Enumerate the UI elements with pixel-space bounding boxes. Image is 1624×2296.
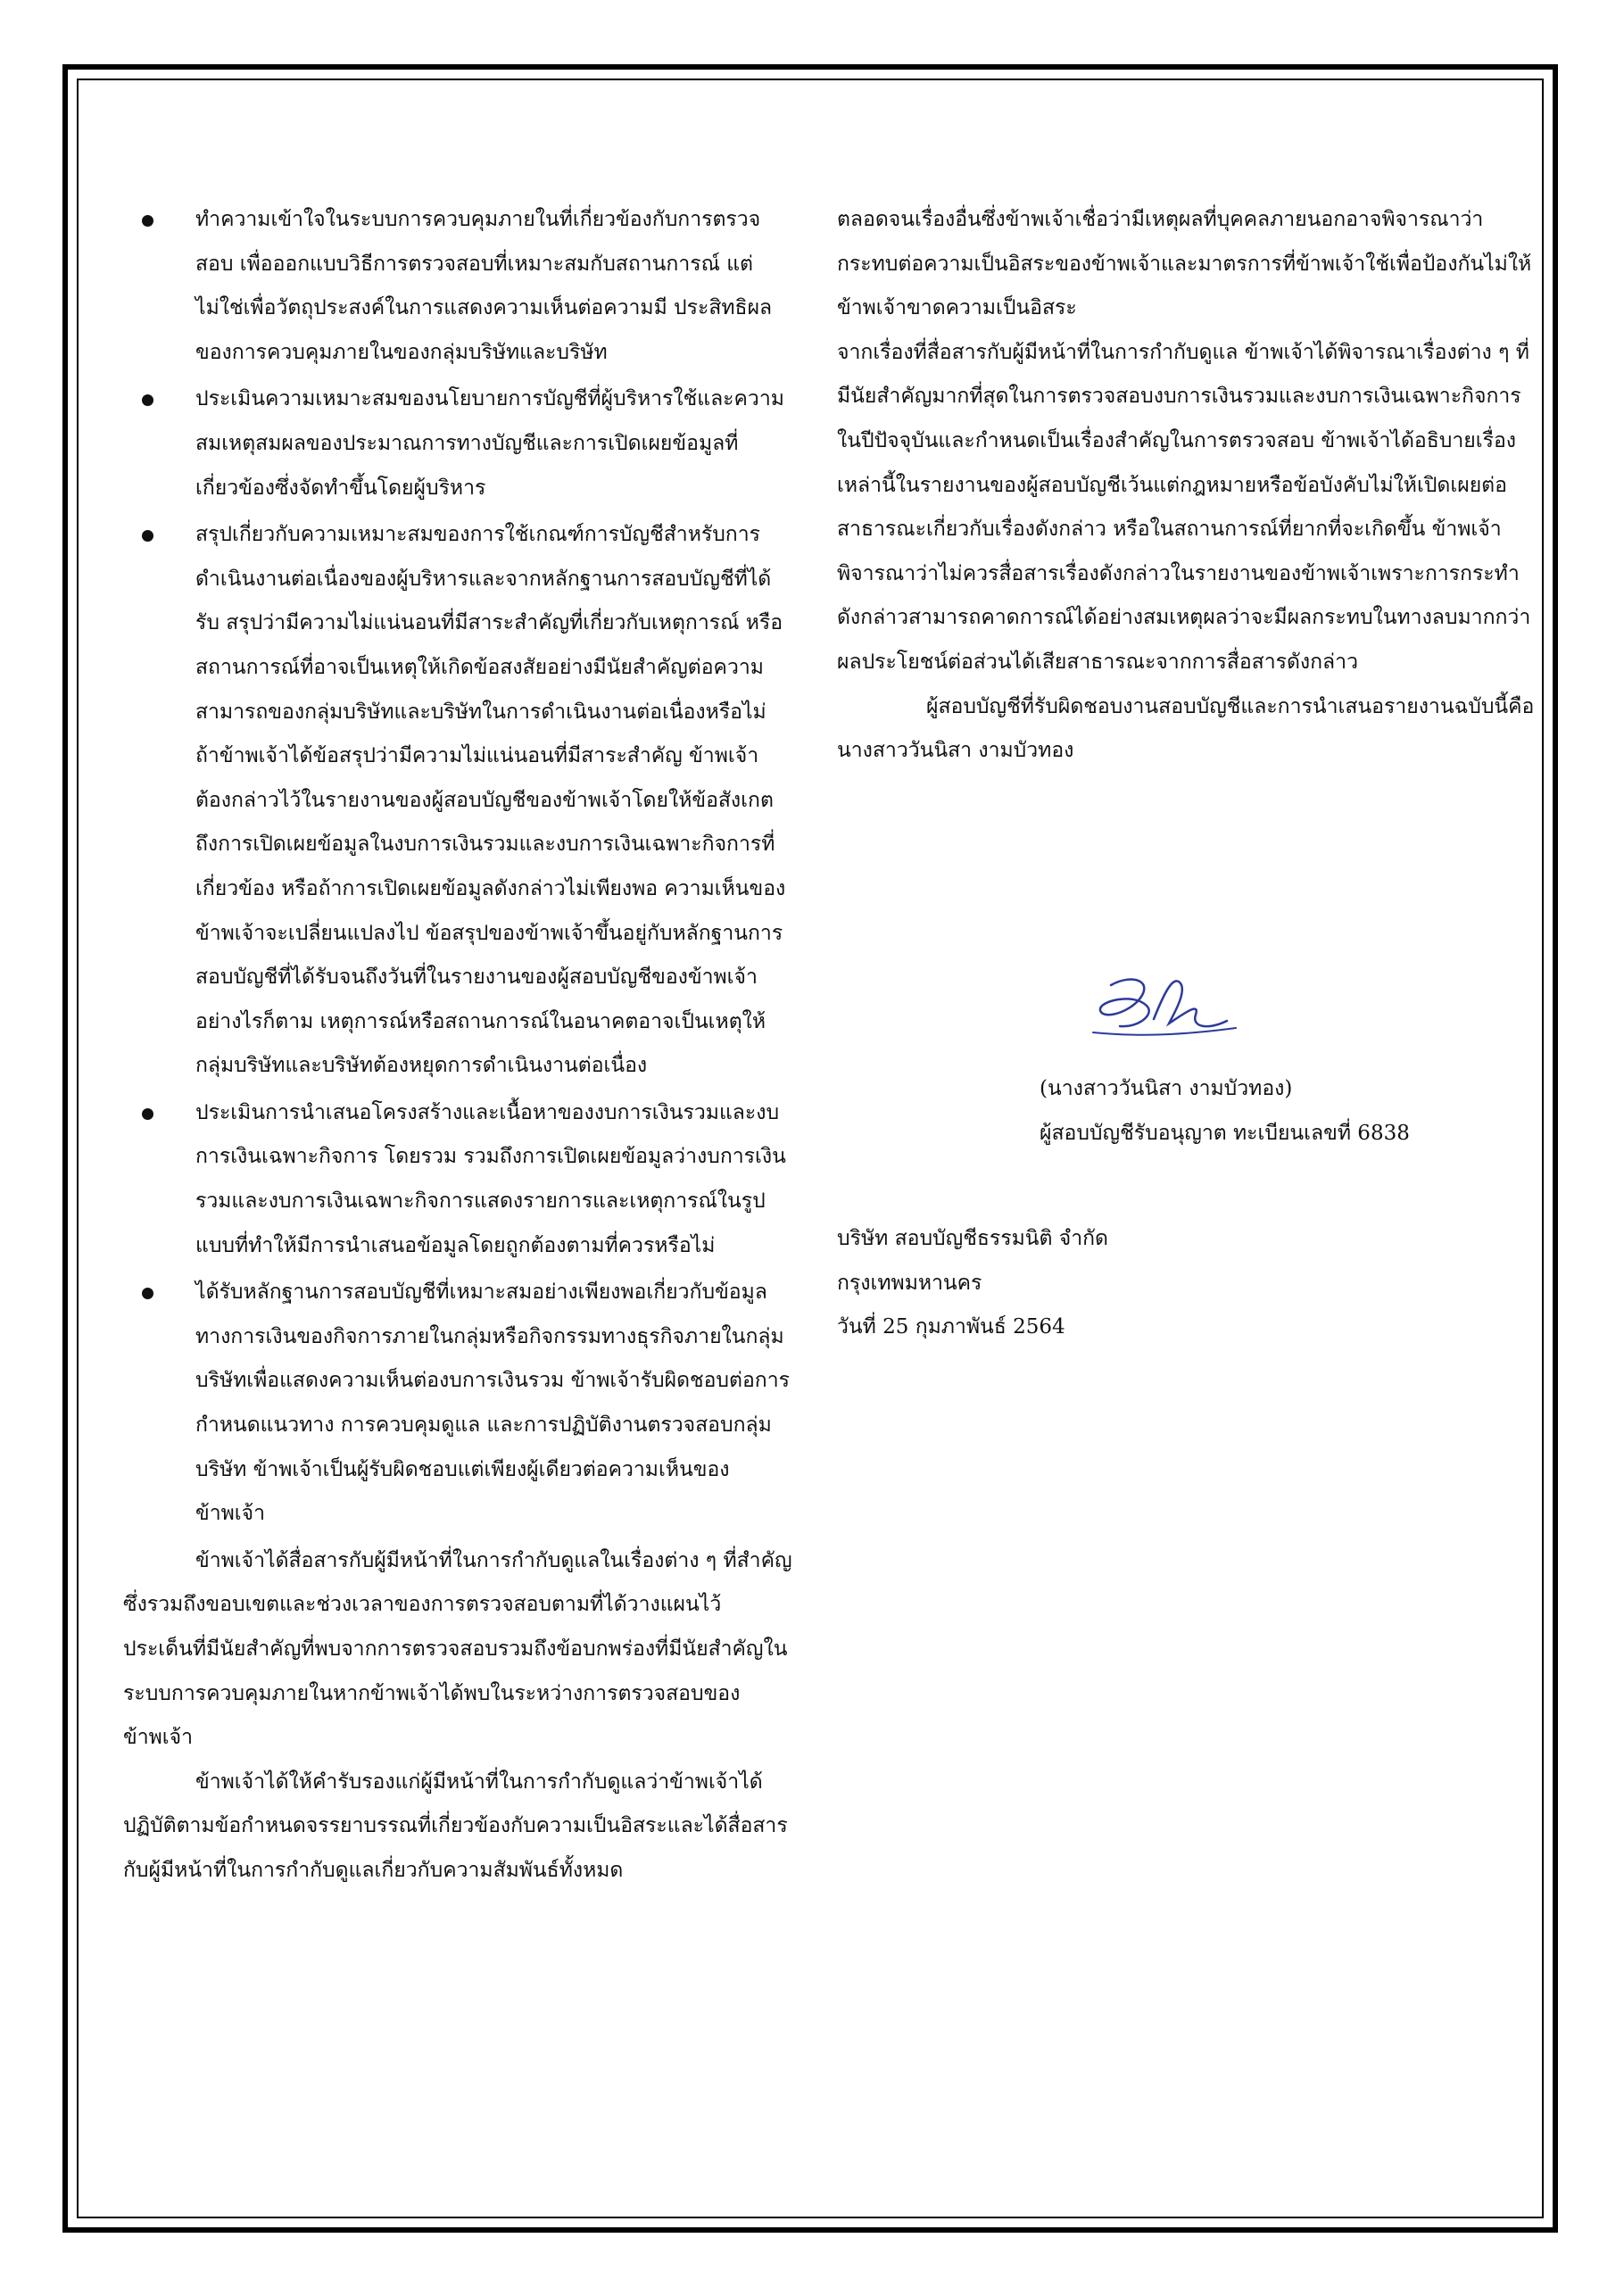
bullet-icon: [142, 394, 153, 406]
list-item: ทำความเข้าใจในระบบการควบคุมภายในที่เกี่ยวข้องกับการตรวจสอบ เพื่อออกแบบวิธีการตรวจสอบที่เหมาะสมกับสถานการณ์ แต่ไม่ใช่เพื่อวัตถุประสงค์ในการแสดงความเห็นต่อความมี ประสิทธิผลของการควบคุมภายในของกลุ่มบริษัทและบริษัท: [123, 198, 794, 375]
signature-block: [1040, 1067, 1539, 1156]
list-item: ประเมินความเหมาะสมของนโยบายการบัญชีที่ผู้บริหารใช้และความสมเหตุสมผลของประมาณการทางบัญชีและการเปิดเผยข้อมูลที่เกี่ยวข้องซึ่งจัดทำขึ้นโดยผู้บริหาร: [123, 377, 794, 510]
firm-city: กรุงเทพมหานคร: [837, 1271, 982, 1295]
list-item: ได้รับหลักฐานการสอบบัญชีที่เหมาะสมอย่างเพียงพอเกี่ยวกับข้อมูลทางการเงินของกิจการภายในกลุ่มหรือกิจกรรมทางธุรกิจภายในกลุ่มบริษัทเพื่อแสดงความเห็นต่องบการเงินรวม ข้าพเจ้ารับผิดชอบต่อการกำหนดแนวทาง การควบคุมดูแล และการปฏิบัติงานตรวจสอบกลุ่มบริษัท ข้าพเจ้าเป็นผู้รับผิดชอบแต่เพียงผู้เดียวต่อความเห็นของข้าพเจ้า: [123, 1271, 794, 1537]
bullet-icon: [142, 530, 153, 542]
procedures-list: [123, 198, 794, 1537]
report-date: วันที่ 25 กุมภาพันธ์ 2564: [837, 1315, 1065, 1339]
bullet-icon: [142, 215, 153, 227]
list-item: ประเมินการนำเสนอโครงสร้างและเนื้อหาของงบการเงินรวมและงบการเงินเฉพาะกิจการ โดยรวม รวมถึงการเปิดเผยข้อมูลว่างบการเงินรวมและงบการเงินเฉพาะกิจการแสดงรายการและเหตุการณ์ในรูปแบบที่ทำให้มีการนำเสนอข้อมูลโดยถูกต้องตามที่ควรหรือไม่: [123, 1091, 794, 1268]
signature-image: [1084, 966, 1245, 1046]
auditor-name: (นางสาววันนิสา งามบัวทอง): [1040, 1077, 1293, 1100]
communication-paragraph: ข้าพเจ้าได้สื่อสารกับผู้มีหน้าที่ในการกำกับดูแลในเรื่องต่าง ๆ ที่สำคัญซึ่งรวมถึงขอบเขตและช่วงเวลาของการตรวจสอบตามที่ได้วางแผนไว้ ประเด็นที่มีนัยสำคัญที่พบจากการตรวจสอบรวมถึงข้อบกพร่องที่มีนัยสำคัญในระบบการควบคุมภายในหากข้าพเจ้าได้พบในระหว่างการตรวจสอบของข้าพเจ้า: [123, 1548, 792, 1750]
key-audit-matters-paragraph: จากเรื่องที่สื่อสารกับผู้มีหน้าที่ในการกำกับดูแล ข้าพเจ้าได้พิจารณาเรื่องต่าง ๆ ที่มีนัยสำคัญมากที่สุดในการตรวจสอบงบการเงินรวมและงบการเงินเฉพาะกิจการในปีปัจจุบันและกำหนดเป็นเรื่องสำคัญในการตรวจสอบ ข้าพเจ้าได้อธิบายเรื่องเหล่านี้ในรายงานของผู้สอบบัญชีเว้นแต่กฎหมายหรือข้อบังคับไม่ให้เปิดเผยต่อสาธารณะเกี่ยวกับเรื่องดังกล่าว หรือในสถานการณ์ที่ยากที่จะเกิดขึ้น ข้าพเจ้าพิจารณาว่าไม่ควรสื่อสารเรื่องดังกล่าวในรายงานของข้าพเจ้าเพราะการกระทำดังกล่าวสามารถคาดการณ์ได้อย่างสมเหตุผลว่าจะมีผลกระทบในทางลบมากกว่าผลประโยชน์ต่อส่วนได้เสียสาธารณะจากการสื่อสารดังกล่าว: [837, 340, 1531, 674]
firm-name: บริษัท สอบบัญชีธรรมนิติ จำกัด: [837, 1227, 1108, 1250]
auditor-license: ผู้สอบบัญชีรับอนุญาต ทะเบียนเลขที่ 6838: [1040, 1121, 1410, 1145]
bullet-icon: [142, 1288, 153, 1299]
list-item: สรุปเกี่ยวกับความเหมาะสมของการใช้เกณฑ์การบัญชีสำหรับการดำเนินงานต่อเนื่องของผู้บริหารและจากหลักฐานการสอบบัญชีที่ได้รับ สรุปว่ามีความไม่แน่นอนที่มีสาระสำคัญที่เกี่ยวกับเหตุการณ์ หรือสถานการณ์ที่อาจเป็นเหตุให้เกิดข้อสงสัยอย่างมีนัยสำคัญต่อความสามารถของกลุ่มบริษัทและบริษัทในการดำเนินงานต่อเนื่องหรือไม่ ถ้าข้าพเจ้าได้ข้อสรุปว่ามีความไม่แน่นอนที่มีสาระสำคัญ ข้าพเจ้าต้องกล่าวไว้ในรายงานของผู้สอบบัญชีของข้าพเจ้าโดยให้ข้อสังเกตถึงการเปิดเผยข้อมูลในงบการเงินรวมและงบการเงินเฉพาะกิจการที่เกี่ยวข้อง หรือถ้าการเปิดเผยข้อมูลดังกล่าวไม่เพียงพอ ความเห็นของข้าพเจ้าจะเปลี่ยนแปลงไป ข้อสรุปของข้าพเจ้าขึ้นอยู่กับหลักฐานการสอบบัญชีที่ได้รับจนถึงวันที่ในรายงานของผู้สอบบัญชีของข้าพเจ้า อย่างไรก็ตาม เหตุการณ์หรือสถานการณ์ในอนาคตอาจเป็นเหตุให้กลุ่มบริษัทและบริษัทต้องหยุดการดำเนินงานต่อเนื่อง: [123, 513, 794, 1089]
firm-block: [837, 1217, 1462, 1350]
independence-paragraph: ข้าพเจ้าได้ให้คำรับรองแก่ผู้มีหน้าที่ในการกำกับดูแลว่าข้าพเจ้าได้ปฏิบัติตามข้อกำหนดจรรยาบรรณที่เกี่ยวข้องกับความเป็นอิสระและได้สื่อสารกับผู้มีหน้าที่ในการกำกับดูแลเกี่ยวกับความสัมพันธ์ทั้งหมด: [123, 1770, 788, 1882]
bullet-icon: [142, 1108, 153, 1120]
right-column: [837, 198, 1542, 774]
independence-continued-paragraph: ตลอดจนเรื่องอื่นซึ่งข้าพเจ้าเชื่อว่ามีเหตุผลที่บุคคลภายนอกอาจพิจารณาว่ากระทบต่อความเป็นอิสระของข้าพเจ้าและมาตรการที่ข้าพเจ้าใช้เพื่อป้องกันไม่ให้ข้าพเจ้าขาดความเป็นอิสระ: [837, 208, 1532, 320]
left-column: [123, 198, 794, 1894]
engagement-partner-paragraph: ผู้สอบบัญชีที่รับผิดชอบงานสอบบัญชีและการนำเสนอรายงานฉบับนี้คือ นางสาววันนิสา งามบัวทอง: [837, 694, 1535, 763]
